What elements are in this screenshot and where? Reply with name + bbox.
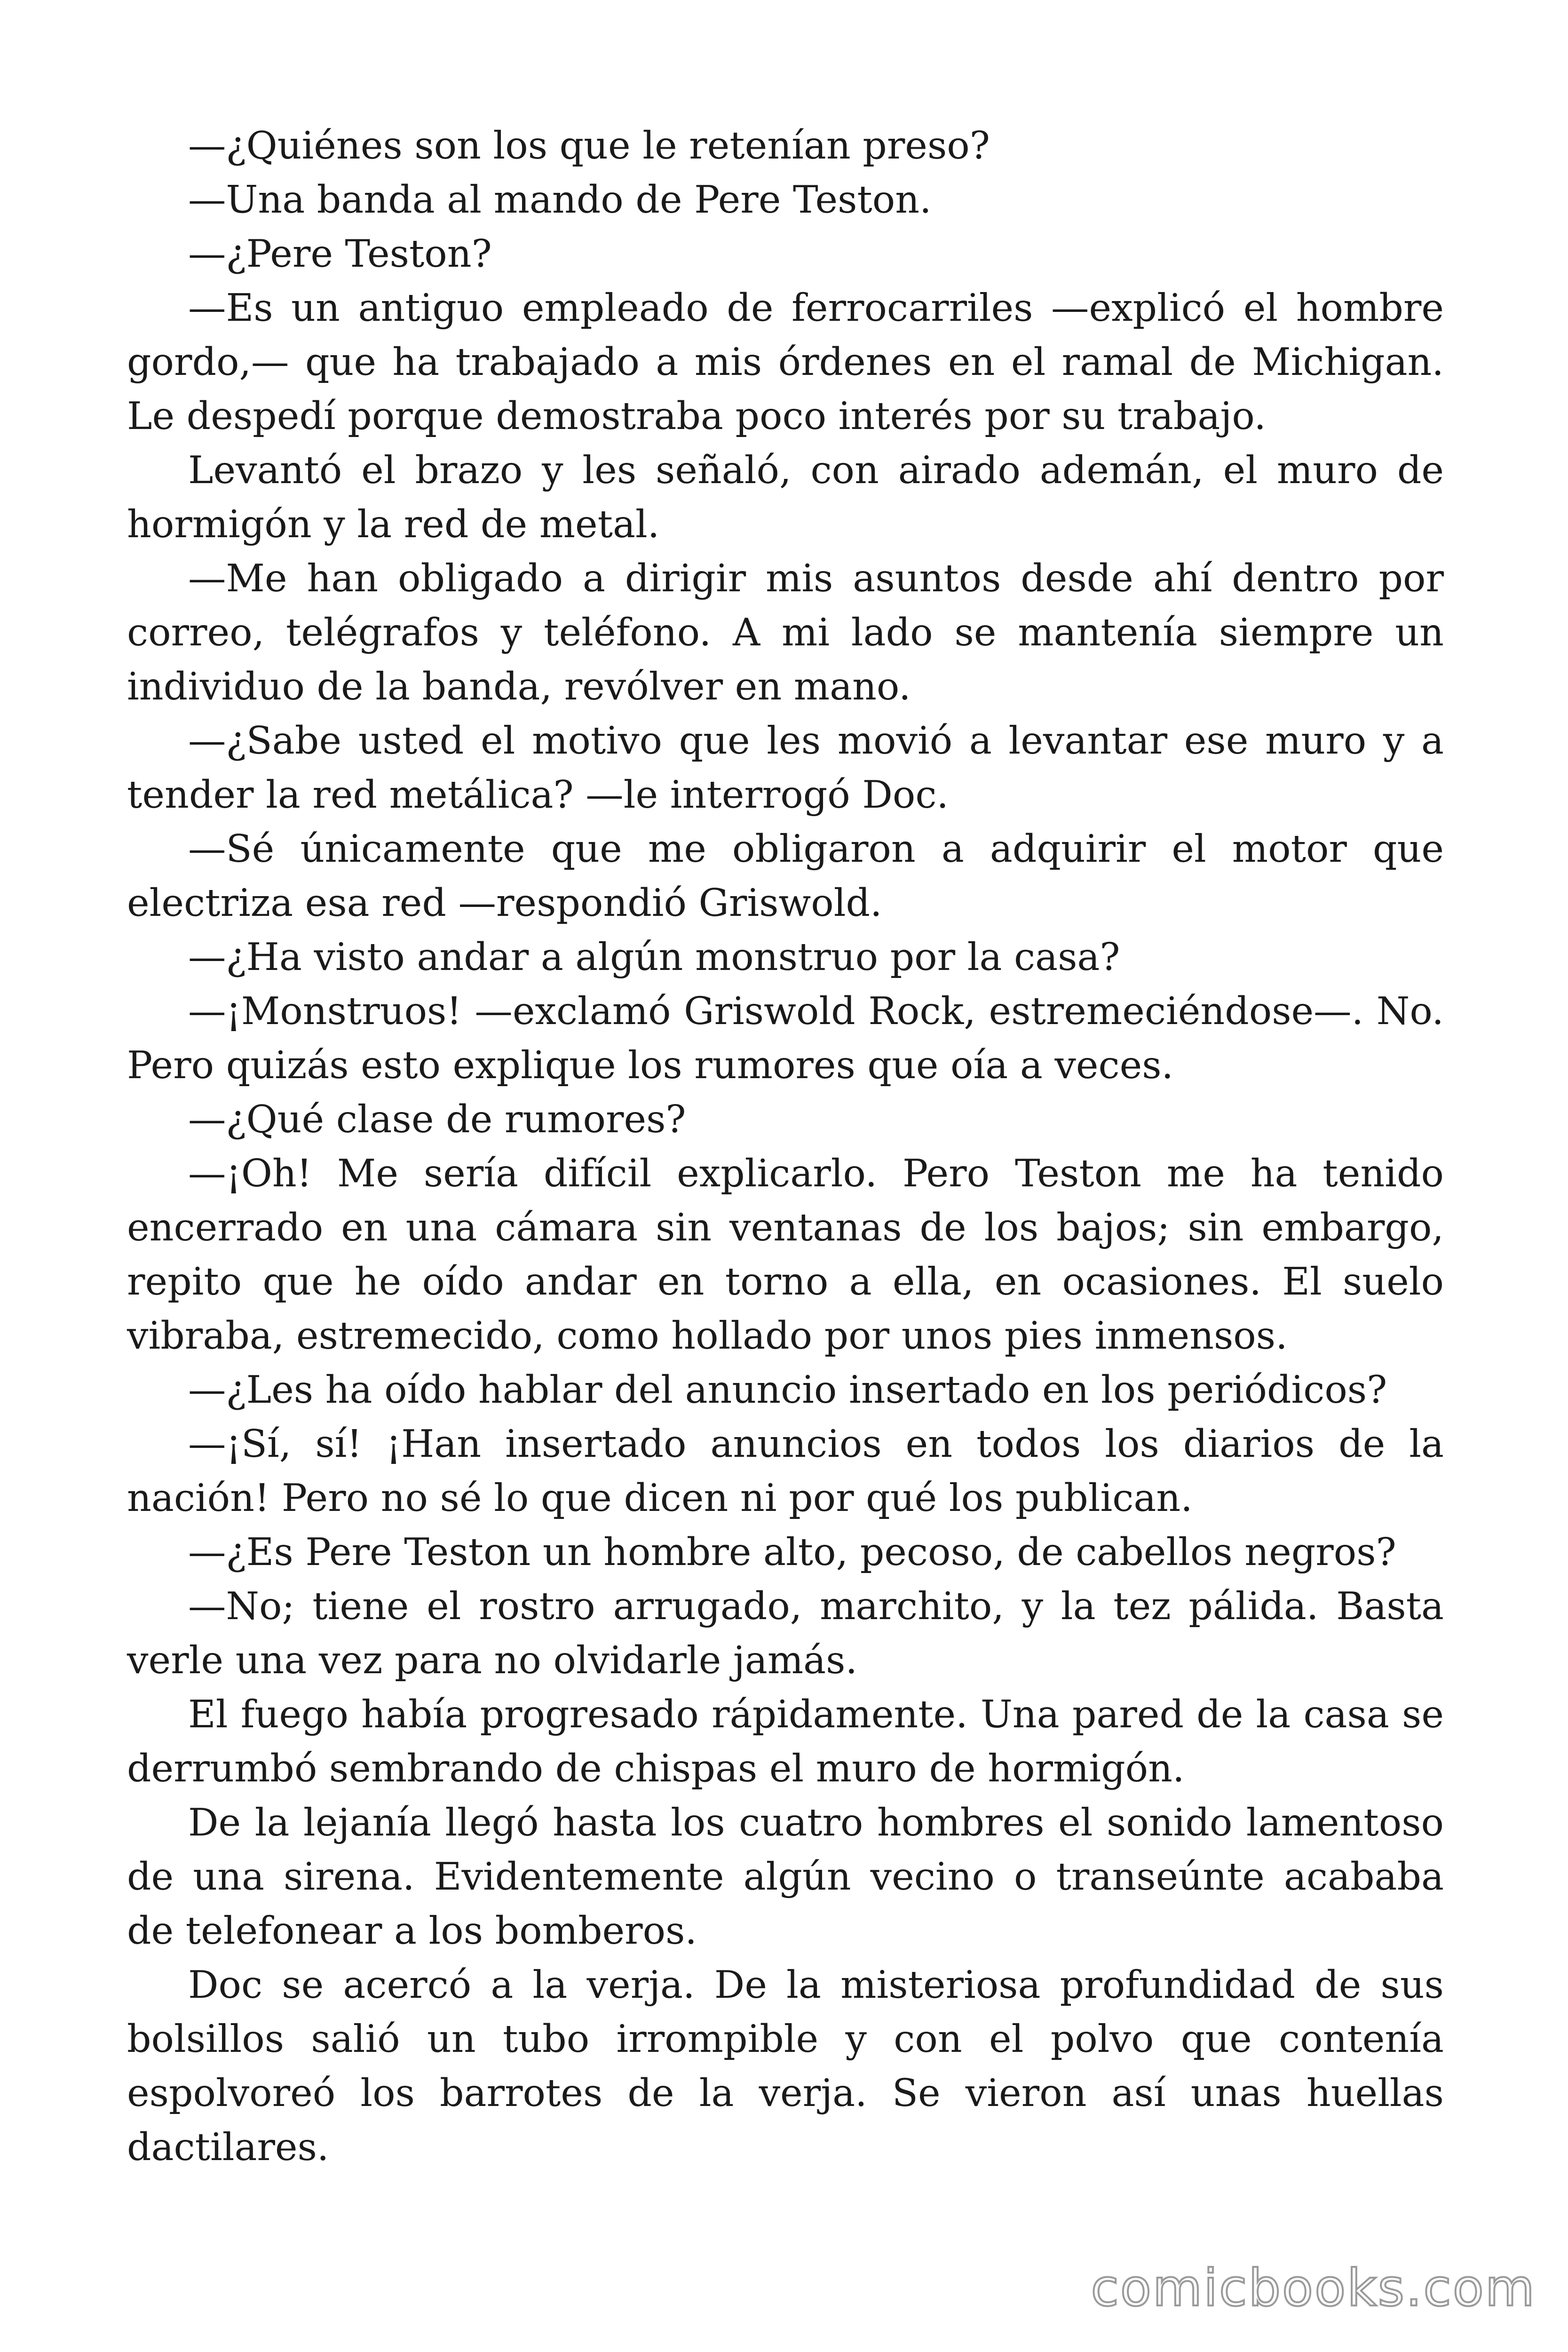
paragraph: —¿Sabe usted el motivo que les movió a levantar ese muro y a tender la red metálica? —le interrogó Doc. (127, 718, 1444, 817)
paragraph: De la lejanía llegó hasta los cuatro hombres el sonido lamentoso de una sirena. Evidentemente algún vecino o transeúnte acababa de telefonear a los bomberos. (127, 1800, 1444, 1953)
paragraph: —¿Pere Teston? (188, 231, 492, 276)
paragraph: —¿Les ha oído hablar del anuncio insertado en los periódicos? (188, 1367, 1387, 1412)
paragraph: —¡Monstruos! —exclamó Griswold Rock, estremeciéndose—. No. Pero quizás esto explique los rumores que oía a veces. (127, 989, 1444, 1087)
body-text (127, 119, 1444, 2174)
paragraph: Doc se acercó a la verja. De la misteriosa profundidad de sus bolsillos salió un tubo irrompible y con el polvo que contenía espolvoreó los barrotes de la verja. Se vieron así unas huellas dactilares. (127, 1963, 1444, 2169)
paragraph: Levantó el brazo y les señaló, con airado ademán, el muro de hormigón y la red de metal. (127, 448, 1444, 546)
paragraph: —Una banda al mando de Pere Teston. (188, 177, 932, 222)
paragraph: —¡Oh! Me sería difícil explicarlo. Pero Teston me ha tenido encerrado en una cámara sin ventanas de los bajos; sin embargo, repito que he oído andar en torno a ella, en ocasiones. El suelo vibraba, estremecido, como hollado por unos pies inmensos. (127, 1151, 1444, 1358)
paragraph: —Sé únicamente que me obligaron a adquirir el motor que electriza esa red —respondió Griswold. (127, 826, 1444, 925)
paragraph: El fuego había progresado rápidamente. Una pared de la casa se derrumbó sembrando de chispas el muro de hormigón. (127, 1692, 1444, 1790)
paragraph: —No; tiene el rostro arrugado, marchito, y la tez pálida. Basta verle una vez para no olvidarle jamás. (127, 1584, 1444, 1682)
paragraph: —¡Sí, sí! ¡Han insertado anuncios en todos los diarios de la nación! Pero no sé lo que dicen ni por qué los publican. (127, 1422, 1444, 1520)
paragraph: —Es un antiguo empleado de ferrocarriles —explicó el hombre gordo,— que ha trabajado a mis órdenes en el ramal de Michigan. Le despedí porque demostraba poco interés por su trabajo. (127, 286, 1444, 438)
paragraph: —Me han obligado a dirigir mis asuntos desde ahí dentro por correo, telégrafos y teléfono. A mi lado se mantenía siempre un individuo de la banda, revólver en mano. (127, 556, 1444, 708)
paragraph: —¿Qué clase de rumores? (188, 1097, 686, 1141)
watermark: comicbooks.com (1091, 2259, 1536, 2318)
paragraph: —¿Quiénes son los que le retenían preso? (188, 123, 990, 167)
paragraph: —¿Ha visto andar a algún monstruo por la casa? (188, 935, 1120, 979)
paragraph: —¿Es Pere Teston un hombre alto, pecoso, de cabellos negros? (188, 1530, 1396, 1574)
